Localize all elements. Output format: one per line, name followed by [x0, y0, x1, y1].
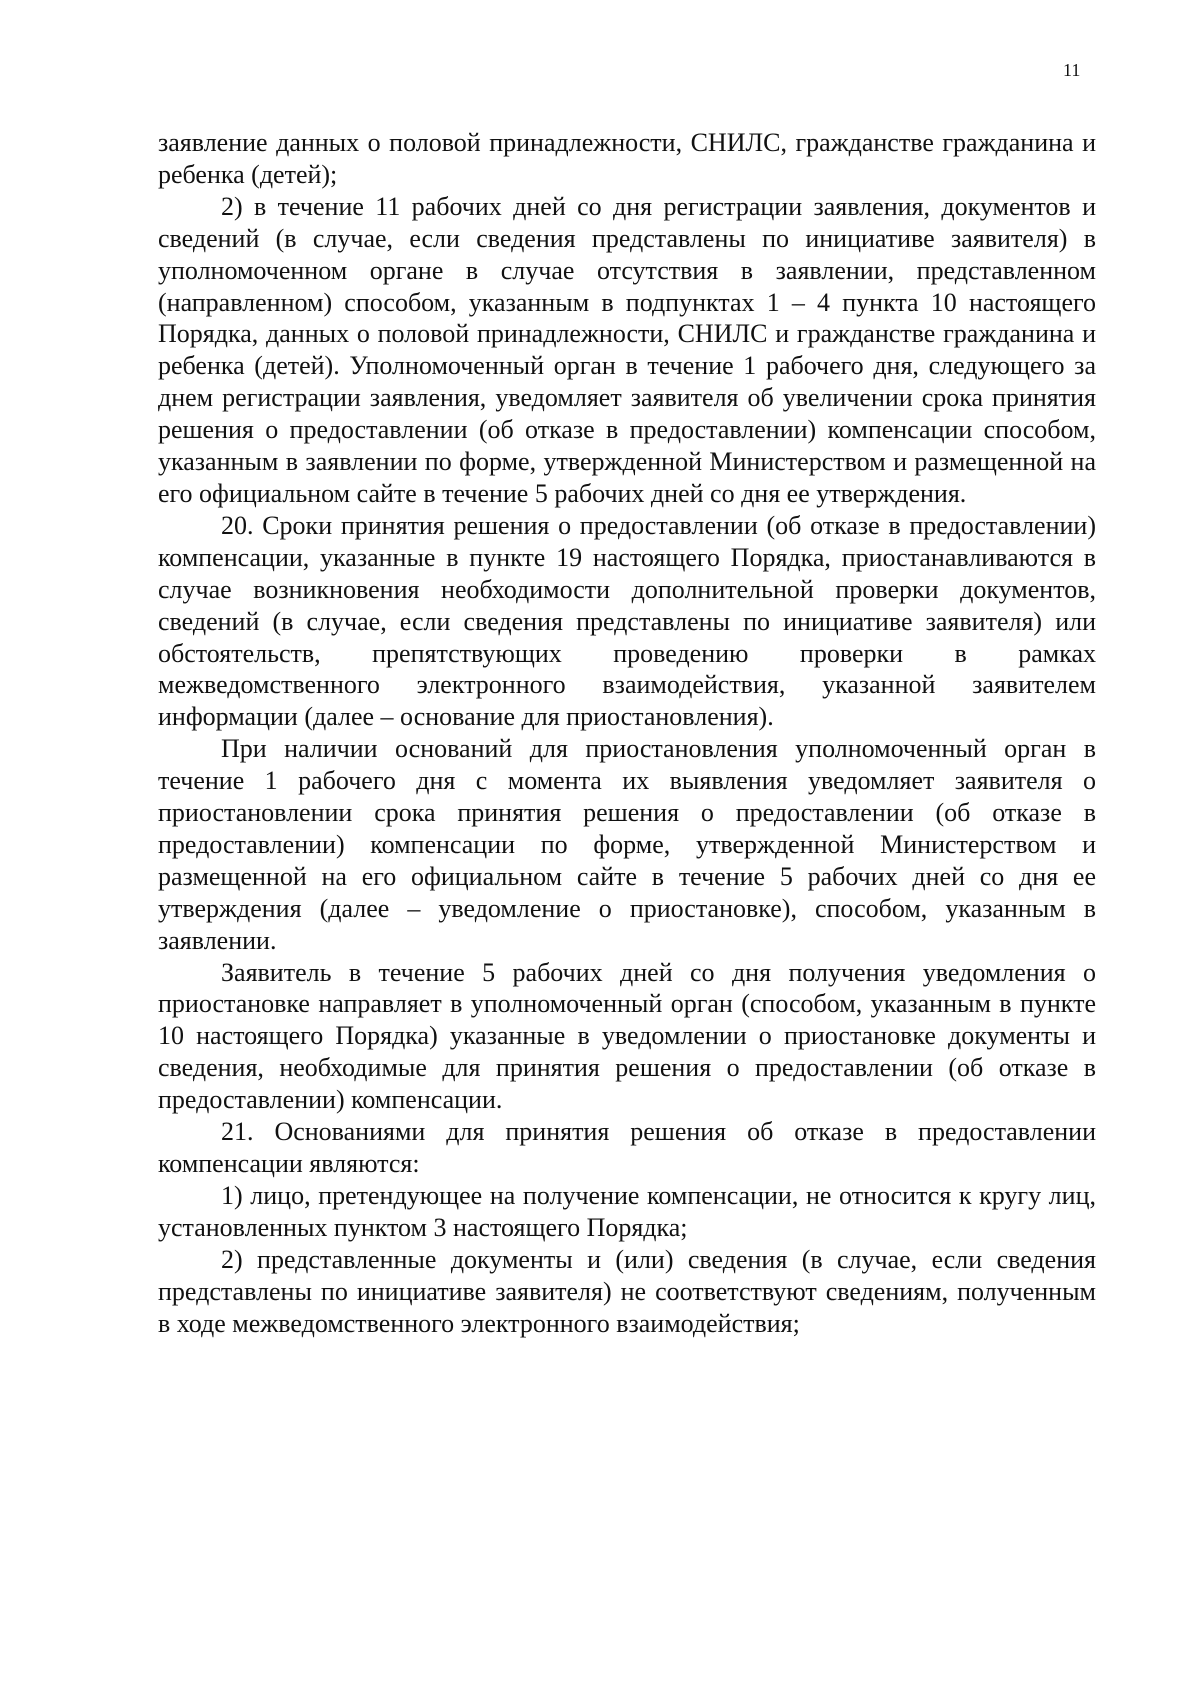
paragraph-continuation: заявление данных о половой принадлежности, СНИЛС, гражданстве гражданина и ребенка (детей);: [158, 128, 1096, 189]
page-number: 11: [1063, 60, 1081, 80]
paragraph-item-2: 2) в течение 11 рабочих дней со дня регистрации заявления, документов и сведений (в случае, если сведения представлены по инициативе заявителя) в уполномоченном органе в случае отсутствия в заявлении, представленном (направленном) способом, указанным в подпунктах 1 – 4 пункта 10 настоящего Порядка, данных о половой принадлежности, СНИЛС и гражданстве гражданина и ребенка (детей). Уполномоченный орган в течение 1 рабочего дня, следующего за днем регистрации заявления, уведомляет заявителя об увеличении срока принятия решения о предоставлении (об отказе в предоставлении) компенсации способом, указанным в заявлении по форме, утвержденной Министерством и размещенной на его официальном сайте в течение 5 рабочих дней со дня ее утверждения.: [158, 191, 1096, 508]
paragraph-applicant-response: Заявитель в течение 5 рабочих дней со дня получения уведомления о приостановке направляет в уполномоченный орган (способом, указанным в пункте 10 настоящего Порядка) указанные в уведомлении о приостановке документы и сведения, необходимые для принятия решения о предоставлении (об отказе в предоставлении) компенсации.: [158, 957, 1096, 1115]
paragraph-clause-20: 20. Сроки принятия решения о предоставлении (об отказе в предоставлении) компенсации, указанные в пункте 19 настоящего Порядка, приостанавливаются в случае возникновения необходимости дополнительной проверки документов, сведений (в случае, если сведения представлены по инициативе заявителя) или обстоятельств, препятствующих проведению проверки в рамках межведомственного электронного взаимодействия, указанной заявителем информации (далее – основание для приостановления).: [158, 510, 1096, 732]
paragraph-refusal-reason-2: 2) представленные документы и (или) сведения (в случае, если сведения представлены по инициативе заявителя) не соответствуют сведениям, полученным в ходе межведомственного электронного взаимодействия;: [158, 1244, 1096, 1338]
paragraph-suspension-notice: При наличии оснований для приостановления уполномоченный орган в течение 1 рабочего дня с момента их выявления уведомляет заявителя о приостановлении срока принятия решения о предоставлении (об отказе в предоставлении) компенсации по форме, утвержденной Министерством и размещенной на его официальном сайте в течение 5 рабочих дней со дня ее утверждения (далее – уведомление о приостановке), способом, указанным в заявлении.: [158, 734, 1096, 955]
paragraph-clause-21: 21. Основаниями для принятия решения об отказе в предоставлении компенсации являются:: [158, 1117, 1096, 1178]
document-body: [158, 127, 1096, 1339]
paragraph-refusal-reason-1: 1) лицо, претендующее на получение компенсации, не относится к кругу лиц, установленных пунктом 3 настоящего Порядка;: [158, 1180, 1096, 1242]
